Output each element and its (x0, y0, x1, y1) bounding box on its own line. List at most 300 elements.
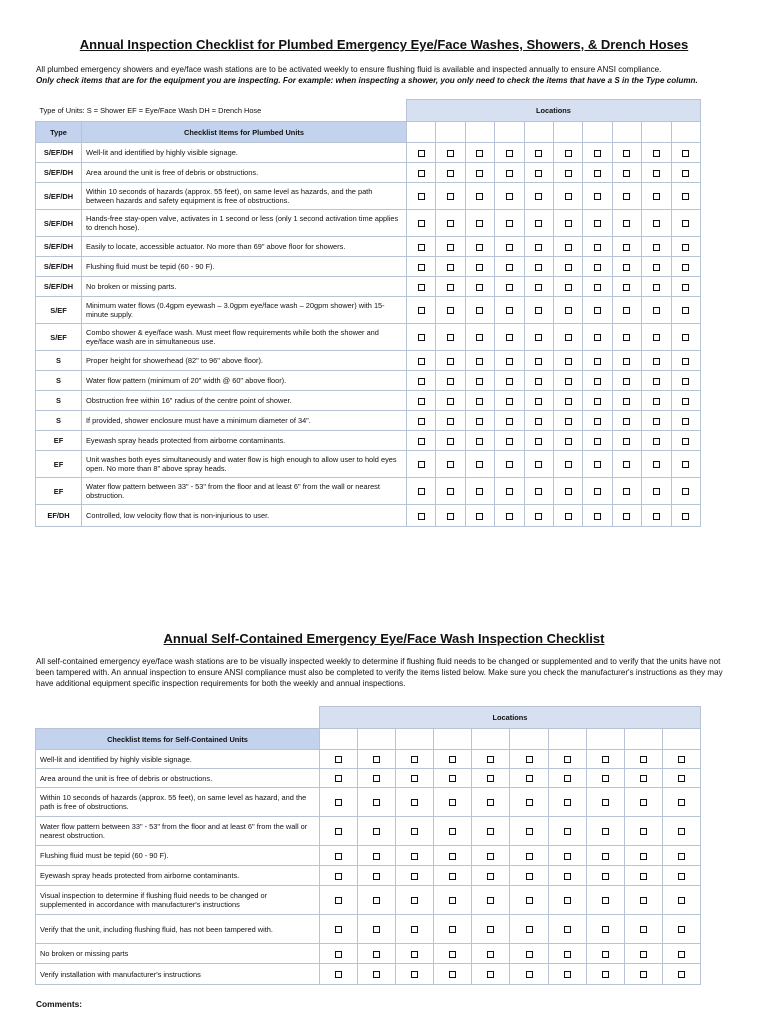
checkbox-icon[interactable] (449, 756, 456, 763)
checkbox-icon[interactable] (506, 488, 513, 495)
checkbox-icon[interactable] (411, 828, 418, 835)
location-column-10[interactable] (671, 122, 700, 143)
checkbox-icon[interactable] (447, 307, 454, 314)
checkbox-icon[interactable] (565, 418, 572, 425)
checkbox-icon[interactable] (418, 284, 425, 291)
checkbox-icon[interactable] (682, 307, 689, 314)
checkbox-icon[interactable] (565, 264, 572, 271)
checkbox-icon[interactable] (487, 799, 494, 806)
checkbox-icon[interactable] (418, 334, 425, 341)
location-column-7[interactable] (583, 122, 612, 143)
checkbox-icon[interactable] (535, 418, 542, 425)
checkbox-icon[interactable] (418, 418, 425, 425)
checkbox-icon[interactable] (565, 170, 572, 177)
checkbox-icon[interactable] (678, 828, 685, 835)
checkbox-icon[interactable] (602, 756, 609, 763)
checkbox-icon[interactable] (594, 220, 601, 227)
checkbox-icon[interactable] (640, 828, 647, 835)
checkbox-icon[interactable] (678, 971, 685, 978)
self-contained-location-4-cell (434, 915, 472, 944)
checkbox-icon[interactable] (678, 756, 685, 763)
checkbox-icon[interactable] (594, 307, 601, 314)
checkbox-icon[interactable] (447, 334, 454, 341)
checkbox-icon[interactable] (682, 438, 689, 445)
checkbox-icon[interactable] (682, 398, 689, 405)
checkbox-icon[interactable] (447, 438, 454, 445)
checkbox-icon[interactable] (506, 513, 513, 520)
checkbox-icon[interactable] (335, 828, 342, 835)
checkbox-icon[interactable] (449, 775, 456, 782)
checkbox-icon[interactable] (476, 378, 483, 385)
checkbox-icon[interactable] (653, 398, 660, 405)
checkbox-icon[interactable] (653, 513, 660, 520)
checkbox-icon[interactable] (564, 873, 571, 880)
checkbox-icon[interactable] (411, 756, 418, 763)
checkbox-icon[interactable] (476, 334, 483, 341)
checkbox-icon[interactable] (535, 220, 542, 227)
checkbox-icon[interactable] (373, 971, 380, 978)
checkbox-icon[interactable] (411, 971, 418, 978)
checkbox-icon[interactable] (682, 334, 689, 341)
checkbox-icon[interactable] (411, 897, 418, 904)
checkbox-icon[interactable] (418, 307, 425, 314)
checkbox-icon[interactable] (640, 799, 647, 806)
checkbox-icon[interactable] (506, 264, 513, 271)
checkbox-icon[interactable] (447, 170, 454, 177)
checkbox-icon[interactable] (476, 264, 483, 271)
checkbox-icon[interactable] (449, 951, 456, 958)
checkbox-icon[interactable] (487, 828, 494, 835)
checkbox-icon[interactable] (565, 284, 572, 291)
checkbox-icon[interactable] (602, 926, 609, 933)
checkbox-icon[interactable] (535, 438, 542, 445)
checkbox-icon[interactable] (506, 284, 513, 291)
checkbox-icon[interactable] (565, 461, 572, 468)
checkbox-icon[interactable] (418, 488, 425, 495)
checkbox-icon[interactable] (535, 334, 542, 341)
checkbox-icon[interactable] (526, 799, 533, 806)
checkbox-icon[interactable] (653, 150, 660, 157)
checkbox-icon[interactable] (447, 378, 454, 385)
checkbox-icon[interactable] (487, 873, 494, 880)
checkbox-icon[interactable] (535, 170, 542, 177)
checkbox-icon[interactable] (476, 398, 483, 405)
checkbox-icon[interactable] (565, 220, 572, 227)
checkbox-icon[interactable] (564, 971, 571, 978)
checkbox-icon[interactable] (449, 926, 456, 933)
checkbox-icon[interactable] (335, 951, 342, 958)
checkbox-icon[interactable] (418, 244, 425, 251)
checkbox-icon[interactable] (535, 488, 542, 495)
checkbox-icon[interactable] (449, 897, 456, 904)
checkbox-icon[interactable] (535, 513, 542, 520)
checkbox-icon[interactable] (565, 513, 572, 520)
checkbox-icon[interactable] (623, 170, 630, 177)
checkbox-icon[interactable] (506, 150, 513, 157)
plumbed-location-4-cell (495, 163, 524, 183)
checkbox-icon[interactable] (623, 244, 630, 251)
location-column-2[interactable] (358, 729, 396, 750)
checkbox-icon[interactable] (564, 897, 571, 904)
plumbed-location-5-cell (524, 257, 553, 277)
location-column-9[interactable] (624, 729, 662, 750)
checkbox-icon[interactable] (565, 438, 572, 445)
location-column-7[interactable] (548, 729, 586, 750)
checkbox-icon[interactable] (449, 971, 456, 978)
checkbox-icon[interactable] (594, 170, 601, 177)
checkbox-icon[interactable] (602, 775, 609, 782)
checkbox-icon[interactable] (476, 244, 483, 251)
checkbox-icon[interactable] (506, 378, 513, 385)
checkbox-icon[interactable] (564, 756, 571, 763)
checkbox-icon[interactable] (682, 358, 689, 365)
checkbox-icon[interactable] (506, 461, 513, 468)
checkbox-icon[interactable] (447, 220, 454, 227)
checkbox-icon[interactable] (526, 775, 533, 782)
checkbox-icon[interactable] (335, 971, 342, 978)
checkbox-icon[interactable] (594, 438, 601, 445)
checkbox-icon[interactable] (447, 461, 454, 468)
checkbox-icon[interactable] (373, 926, 380, 933)
checkbox-icon[interactable] (682, 220, 689, 227)
checkbox-icon[interactable] (682, 170, 689, 177)
checkbox-icon[interactable] (594, 150, 601, 157)
location-column-2[interactable] (436, 122, 465, 143)
checkbox-icon[interactable] (682, 488, 689, 495)
checkbox-icon[interactable] (565, 150, 572, 157)
checkbox-icon[interactable] (476, 284, 483, 291)
checkbox-icon[interactable] (594, 398, 601, 405)
checkbox-icon[interactable] (476, 358, 483, 365)
checkbox-icon[interactable] (602, 971, 609, 978)
checkbox-icon[interactable] (526, 971, 533, 978)
location-column-6[interactable] (510, 729, 548, 750)
checkbox-icon[interactable] (640, 951, 647, 958)
checkbox-icon[interactable] (526, 756, 533, 763)
checkbox-icon[interactable] (623, 378, 630, 385)
checkbox-icon[interactable] (565, 488, 572, 495)
checkbox-icon[interactable] (418, 438, 425, 445)
checkbox-icon[interactable] (449, 799, 456, 806)
checkbox-icon[interactable] (602, 873, 609, 880)
checkbox-icon[interactable] (678, 873, 685, 880)
checkbox-icon[interactable] (487, 853, 494, 860)
checkbox-icon[interactable] (418, 513, 425, 520)
checkbox-icon[interactable] (535, 307, 542, 314)
checkbox-icon[interactable] (476, 193, 483, 200)
checkbox-icon[interactable] (449, 828, 456, 835)
checkbox-icon[interactable] (535, 358, 542, 365)
checkbox-icon[interactable] (535, 284, 542, 291)
checkbox-icon[interactable] (411, 853, 418, 860)
checkbox-icon[interactable] (640, 853, 647, 860)
checkbox-icon[interactable] (335, 873, 342, 880)
checkbox-icon[interactable] (476, 170, 483, 177)
checkbox-icon[interactable] (449, 873, 456, 880)
self-contained-location-7-cell (548, 769, 586, 788)
checkbox-icon[interactable] (594, 418, 601, 425)
checkbox-icon[interactable] (506, 398, 513, 405)
checkbox-icon[interactable] (418, 358, 425, 365)
checkbox-icon[interactable] (418, 220, 425, 227)
checkbox-icon[interactable] (418, 398, 425, 405)
checkbox-icon[interactable] (594, 358, 601, 365)
checkbox-icon[interactable] (447, 150, 454, 157)
checkbox-icon[interactable] (594, 378, 601, 385)
checkbox-icon[interactable] (653, 193, 660, 200)
checkbox-icon[interactable] (623, 264, 630, 271)
checkbox-icon[interactable] (411, 951, 418, 958)
checkbox-icon[interactable] (447, 244, 454, 251)
checkbox-icon[interactable] (682, 284, 689, 291)
checkbox-icon[interactable] (506, 358, 513, 365)
checkbox-icon[interactable] (411, 926, 418, 933)
checkbox-icon[interactable] (506, 220, 513, 227)
checkbox-icon[interactable] (506, 244, 513, 251)
checkbox-icon[interactable] (487, 897, 494, 904)
checkbox-icon[interactable] (602, 799, 609, 806)
checkbox-icon[interactable] (678, 853, 685, 860)
unit-type-cell: EF (36, 478, 82, 505)
checkbox-icon[interactable] (335, 799, 342, 806)
checkbox-icon[interactable] (564, 828, 571, 835)
checkbox-icon[interactable] (602, 828, 609, 835)
checkbox-icon[interactable] (506, 418, 513, 425)
checkbox-icon[interactable] (476, 461, 483, 468)
checkbox-icon[interactable] (506, 307, 513, 314)
checkbox-icon[interactable] (418, 461, 425, 468)
checkbox-icon[interactable] (335, 853, 342, 860)
checkbox-icon[interactable] (373, 775, 380, 782)
checkbox-icon[interactable] (535, 461, 542, 468)
checkbox-icon[interactable] (594, 488, 601, 495)
checkbox-icon[interactable] (623, 284, 630, 291)
checkbox-icon[interactable] (653, 488, 660, 495)
plumbed-location-2-cell (436, 371, 465, 391)
checkbox-icon[interactable] (535, 378, 542, 385)
checkbox-icon[interactable] (564, 926, 571, 933)
checkbox-icon[interactable] (487, 926, 494, 933)
location-column-3[interactable] (396, 729, 434, 750)
checkbox-icon[interactable] (418, 150, 425, 157)
checkbox-icon[interactable] (564, 799, 571, 806)
checkbox-icon[interactable] (418, 170, 425, 177)
checkbox-icon[interactable] (373, 873, 380, 880)
checkbox-icon[interactable] (594, 264, 601, 271)
location-column-5[interactable] (524, 122, 553, 143)
checkbox-icon[interactable] (564, 853, 571, 860)
checkbox-icon[interactable] (594, 244, 601, 251)
checkbox-icon[interactable] (623, 513, 630, 520)
checkbox-icon[interactable] (476, 150, 483, 157)
checkbox-icon[interactable] (653, 307, 660, 314)
checkbox-icon[interactable] (506, 438, 513, 445)
checkbox-icon[interactable] (487, 971, 494, 978)
checkbox-icon[interactable] (594, 284, 601, 291)
checkbox-icon[interactable] (623, 150, 630, 157)
checkbox-icon[interactable] (447, 193, 454, 200)
checkbox-icon[interactable] (653, 284, 660, 291)
checkbox-icon[interactable] (565, 358, 572, 365)
checkbox-icon[interactable] (653, 418, 660, 425)
checkbox-icon[interactable] (653, 334, 660, 341)
checkbox-icon[interactable] (535, 193, 542, 200)
checkbox-icon[interactable] (373, 799, 380, 806)
checkbox-icon[interactable] (594, 513, 601, 520)
checkbox-icon[interactable] (335, 926, 342, 933)
checkbox-icon[interactable] (623, 334, 630, 341)
location-column-4[interactable] (434, 729, 472, 750)
checkbox-icon[interactable] (564, 951, 571, 958)
checkbox-icon[interactable] (602, 951, 609, 958)
location-column-1[interactable] (320, 729, 358, 750)
checkbox-icon[interactable] (373, 951, 380, 958)
checkbox-icon[interactable] (447, 284, 454, 291)
checkbox-icon[interactable] (373, 756, 380, 763)
checkbox-icon[interactable] (653, 438, 660, 445)
checkbox-icon[interactable] (594, 461, 601, 468)
checkbox-icon[interactable] (476, 220, 483, 227)
checkbox-icon[interactable] (653, 220, 660, 227)
checkbox-icon[interactable] (411, 873, 418, 880)
checkbox-icon[interactable] (373, 853, 380, 860)
checkbox-icon[interactable] (682, 418, 689, 425)
checkbox-icon[interactable] (623, 488, 630, 495)
location-column-6[interactable] (553, 122, 582, 143)
location-column-10[interactable] (662, 729, 700, 750)
checkbox-icon[interactable] (653, 378, 660, 385)
checkbox-icon[interactable] (678, 926, 685, 933)
checkbox-icon[interactable] (565, 398, 572, 405)
checkbox-icon[interactable] (526, 897, 533, 904)
checkbox-icon[interactable] (565, 244, 572, 251)
checkbox-icon[interactable] (640, 756, 647, 763)
checkbox-icon[interactable] (623, 193, 630, 200)
checkbox-icon[interactable] (623, 398, 630, 405)
checkbox-icon[interactable] (447, 398, 454, 405)
checkbox-icon[interactable] (623, 461, 630, 468)
checkbox-icon[interactable] (447, 488, 454, 495)
checkbox-icon[interactable] (640, 897, 647, 904)
checkbox-icon[interactable] (565, 334, 572, 341)
checkbox-icon[interactable] (447, 358, 454, 365)
checkbox-icon[interactable] (623, 307, 630, 314)
checkbox-icon[interactable] (640, 971, 647, 978)
checkbox-icon[interactable] (476, 418, 483, 425)
checkbox-icon[interactable] (476, 307, 483, 314)
checkbox-icon[interactable] (373, 897, 380, 904)
checkbox-icon[interactable] (411, 775, 418, 782)
checkbox-icon[interactable] (682, 461, 689, 468)
location-column-3[interactable] (465, 122, 494, 143)
checkbox-icon[interactable] (335, 775, 342, 782)
checkbox-icon[interactable] (682, 150, 689, 157)
checkbox-icon[interactable] (335, 756, 342, 763)
checkbox-icon[interactable] (526, 951, 533, 958)
checkbox-icon[interactable] (565, 378, 572, 385)
checkbox-icon[interactable] (678, 897, 685, 904)
checkbox-icon[interactable] (623, 358, 630, 365)
location-column-4[interactable] (495, 122, 524, 143)
location-column-1[interactable] (407, 122, 436, 143)
checkbox-icon[interactable] (447, 418, 454, 425)
checkbox-icon[interactable] (449, 853, 456, 860)
checkbox-icon[interactable] (594, 193, 601, 200)
checkbox-icon[interactable] (373, 828, 380, 835)
checkbox-icon[interactable] (682, 193, 689, 200)
checkbox-icon[interactable] (487, 951, 494, 958)
checkbox-icon[interactable] (535, 150, 542, 157)
checkbox-icon[interactable] (476, 438, 483, 445)
checkbox-icon[interactable] (535, 244, 542, 251)
checkbox-icon[interactable] (418, 264, 425, 271)
checkbox-icon[interactable] (602, 897, 609, 904)
location-column-9[interactable] (642, 122, 671, 143)
checkbox-icon[interactable] (623, 438, 630, 445)
checkbox-icon[interactable] (565, 193, 572, 200)
checkbox-icon[interactable] (678, 799, 685, 806)
checkbox-icon[interactable] (526, 853, 533, 860)
checkbox-icon[interactable] (594, 334, 601, 341)
checkbox-icon[interactable] (653, 264, 660, 271)
checkbox-icon[interactable] (623, 418, 630, 425)
checkbox-icon[interactable] (640, 873, 647, 880)
checkbox-icon[interactable] (653, 461, 660, 468)
checkbox-icon[interactable] (640, 926, 647, 933)
checkbox-icon[interactable] (678, 775, 685, 782)
self-contained-location-9-cell (624, 944, 662, 964)
plumbed-location-5-cell (524, 351, 553, 371)
checkbox-icon[interactable] (418, 193, 425, 200)
checkbox-icon[interactable] (526, 926, 533, 933)
checkbox-icon[interactable] (653, 244, 660, 251)
checkbox-icon[interactable] (411, 799, 418, 806)
checkbox-icon[interactable] (640, 775, 647, 782)
checkbox-icon[interactable] (487, 756, 494, 763)
table-row (36, 769, 701, 788)
checkbox-icon[interactable] (526, 828, 533, 835)
checkbox-icon[interactable] (653, 358, 660, 365)
checkbox-icon[interactable] (682, 378, 689, 385)
checkbox-icon[interactable] (682, 244, 689, 251)
checkbox-icon[interactable] (487, 775, 494, 782)
location-column-5[interactable] (472, 729, 510, 750)
location-column-8[interactable] (586, 729, 624, 750)
checkbox-icon[interactable] (602, 853, 609, 860)
checkbox-icon[interactable] (476, 488, 483, 495)
checkbox-icon[interactable] (506, 170, 513, 177)
checkbox-icon[interactable] (653, 170, 660, 177)
checkbox-icon[interactable] (623, 220, 630, 227)
checkbox-icon[interactable] (535, 398, 542, 405)
checkbox-icon[interactable] (535, 264, 542, 271)
checkbox-icon[interactable] (476, 513, 483, 520)
checkbox-icon[interactable] (682, 264, 689, 271)
checkbox-icon[interactable] (526, 873, 533, 880)
checkbox-icon[interactable] (682, 513, 689, 520)
checkbox-icon[interactable] (418, 378, 425, 385)
checkbox-icon[interactable] (678, 951, 685, 958)
checkbox-icon[interactable] (335, 897, 342, 904)
unit-type-cell: S/EF/DH (36, 257, 82, 277)
checkbox-icon[interactable] (506, 334, 513, 341)
location-column-8[interactable] (612, 122, 641, 143)
checkbox-icon[interactable] (564, 775, 571, 782)
checkbox-icon[interactable] (506, 193, 513, 200)
checkbox-icon[interactable] (447, 513, 454, 520)
checkbox-icon[interactable] (447, 264, 454, 271)
checkbox-icon[interactable] (565, 307, 572, 314)
